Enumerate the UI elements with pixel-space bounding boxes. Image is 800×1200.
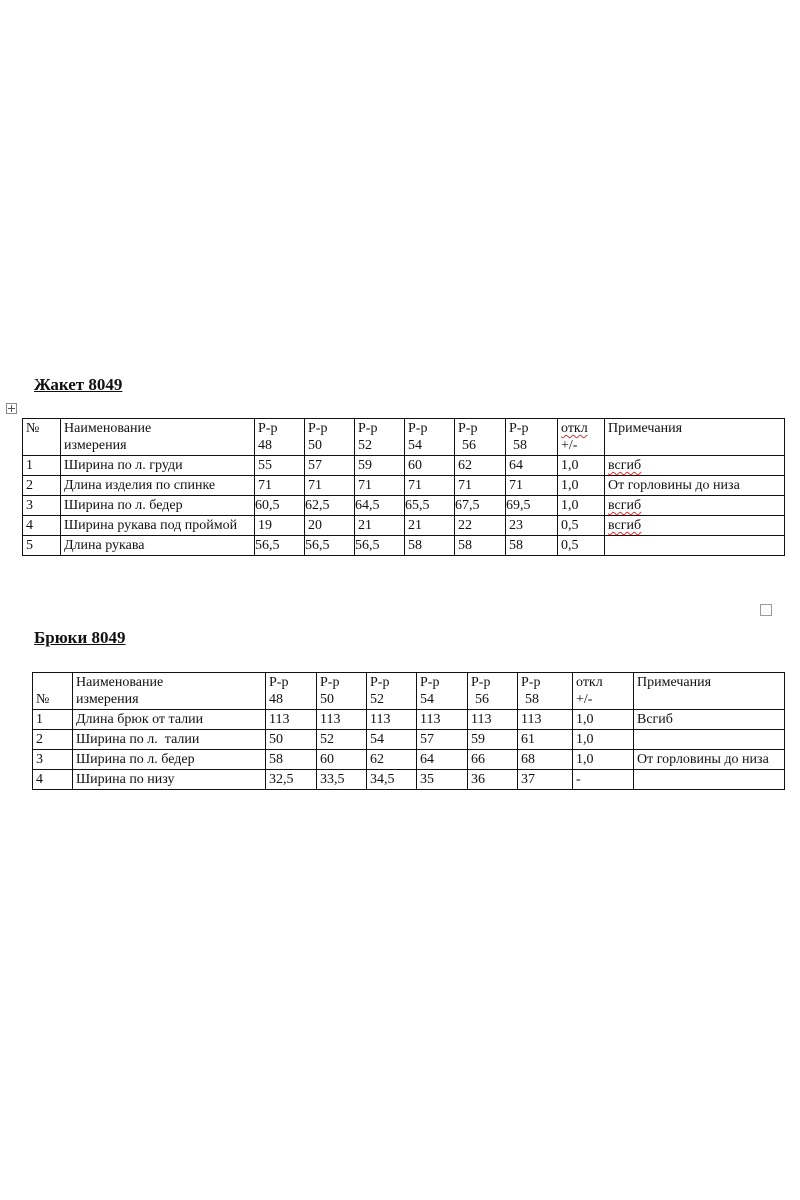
row-value: 113	[266, 710, 317, 730]
row-number: 3	[33, 750, 73, 770]
row-value: 57	[305, 456, 355, 476]
header-size-56: Р-р 56	[455, 419, 506, 456]
row-value: 62	[455, 456, 506, 476]
row-value: 71	[405, 476, 455, 496]
row-value: 20	[305, 516, 355, 536]
row-value: 113	[317, 710, 367, 730]
table-row	[33, 750, 785, 770]
trousers-measurements-table	[32, 672, 785, 790]
row-value: 113	[367, 710, 417, 730]
row-value: 36	[468, 770, 518, 790]
row-number: 4	[23, 516, 61, 536]
header-size-48: Р-р 48	[255, 419, 305, 456]
row-value: 56,5	[305, 536, 355, 556]
row-value: 71	[255, 476, 305, 496]
row-number: 5	[23, 536, 61, 556]
row-deviation: 1,0	[573, 730, 634, 750]
row-value: 60	[317, 750, 367, 770]
header-notes: Примечания	[605, 419, 785, 456]
row-value: 113	[417, 710, 468, 730]
row-value: 21	[405, 516, 455, 536]
row-name: Длина брюк от талии	[73, 710, 266, 730]
row-value: 35	[417, 770, 468, 790]
row-value: 71	[305, 476, 355, 496]
header-size-54: Р-р 54	[405, 419, 455, 456]
row-value: 64	[506, 456, 558, 476]
header-size-58: Р-р 58	[518, 673, 573, 710]
row-number: 3	[23, 496, 61, 516]
row-name: Длина изделия по спинке	[61, 476, 255, 496]
table-row	[33, 710, 785, 730]
row-value: 50	[266, 730, 317, 750]
row-value: 60	[405, 456, 455, 476]
table-row	[23, 536, 785, 556]
row-value: 52	[317, 730, 367, 750]
row-note: всгиб	[605, 496, 785, 516]
row-note: От горловины до низа	[634, 750, 785, 770]
row-value: 34,5	[367, 770, 417, 790]
header-size-50: Р-р 50	[305, 419, 355, 456]
row-note: всгиб	[605, 456, 785, 476]
row-number: 4	[33, 770, 73, 790]
row-value: 57	[417, 730, 468, 750]
header-size-52: Р-р 52	[367, 673, 417, 710]
header-size-48: Р-р 48	[266, 673, 317, 710]
row-value: 58	[266, 750, 317, 770]
header-notes: Примечания	[634, 673, 785, 710]
row-name: Ширина по л. бедер	[61, 496, 255, 516]
row-value: 67,5	[455, 496, 506, 516]
row-number: 2	[33, 730, 73, 750]
row-value: 64	[417, 750, 468, 770]
row-value: 71	[355, 476, 405, 496]
row-value: 60,5	[255, 496, 305, 516]
row-value: 113	[518, 710, 573, 730]
row-value: 59	[355, 456, 405, 476]
row-note	[634, 730, 785, 750]
header-size-58: Р-р 58	[506, 419, 558, 456]
row-deviation: 1,0	[573, 710, 634, 730]
header-measurement-name: Наименование измерения	[61, 419, 255, 456]
table-header-row	[23, 419, 785, 456]
row-deviation: 1,0	[558, 476, 605, 496]
row-deviation: 0,5	[558, 516, 605, 536]
row-name: Ширина по низу	[73, 770, 266, 790]
row-number: 2	[23, 476, 61, 496]
row-note	[634, 770, 785, 790]
row-deviation: -	[573, 770, 634, 790]
header-number: №	[23, 419, 61, 456]
row-deviation: 1,0	[573, 750, 634, 770]
row-value: 56,5	[355, 536, 405, 556]
row-value: 33,5	[317, 770, 367, 790]
header-size-52: Р-р 52	[355, 419, 405, 456]
row-name: Ширина по л. груди	[61, 456, 255, 476]
row-name: Ширина по л. бедер	[73, 750, 266, 770]
row-value: 71	[455, 476, 506, 496]
table-resize-handle-icon[interactable]	[760, 604, 772, 616]
row-value: 66	[468, 750, 518, 770]
row-value: 54	[367, 730, 417, 750]
header-size-54: Р-р 54	[417, 673, 468, 710]
table-row	[33, 730, 785, 750]
row-value: 56,5	[255, 536, 305, 556]
row-value: 55	[255, 456, 305, 476]
table-move-handle-icon[interactable]	[6, 403, 17, 414]
row-value: 32,5	[266, 770, 317, 790]
jacket-measurements-table	[22, 418, 785, 556]
header-size-50: Р-р 50	[317, 673, 367, 710]
row-value: 65,5	[405, 496, 455, 516]
row-value: 22	[455, 516, 506, 536]
header-deviation: откл +/-	[558, 419, 605, 456]
row-value: 64,5	[355, 496, 405, 516]
row-number: 1	[33, 710, 73, 730]
table-row	[23, 476, 785, 496]
jacket-title: Жакет 8049	[34, 375, 123, 394]
table-row	[23, 496, 785, 516]
row-name: Ширина рукава под проймой	[61, 516, 255, 536]
row-deviation: 1,0	[558, 496, 605, 516]
row-name: Длина рукава	[61, 536, 255, 556]
row-value: 37	[518, 770, 573, 790]
row-number: 1	[23, 456, 61, 476]
row-value: 62,5	[305, 496, 355, 516]
row-value: 58	[506, 536, 558, 556]
header-number: №	[33, 673, 73, 710]
row-note: Всгиб	[634, 710, 785, 730]
row-value: 113	[468, 710, 518, 730]
row-deviation: 1,0	[558, 456, 605, 476]
row-value: 58	[405, 536, 455, 556]
table-row	[23, 456, 785, 476]
row-value: 23	[506, 516, 558, 536]
header-size-56: Р-р 56	[468, 673, 518, 710]
row-value: 69,5	[506, 496, 558, 516]
row-value: 21	[355, 516, 405, 536]
table-header-row	[33, 673, 785, 710]
table-row	[33, 770, 785, 790]
row-deviation: 0,5	[558, 536, 605, 556]
row-value: 58	[455, 536, 506, 556]
row-name: Ширина по л. талии	[73, 730, 266, 750]
row-value: 59	[468, 730, 518, 750]
row-value: 68	[518, 750, 573, 770]
header-measurement-name: Наименование измерения	[73, 673, 266, 710]
header-deviation: откл +/-	[573, 673, 634, 710]
row-note: От горловины до низа	[605, 476, 785, 496]
row-value: 71	[506, 476, 558, 496]
row-value: 62	[367, 750, 417, 770]
trousers-title: Брюки 8049	[34, 628, 126, 647]
row-note: всгиб	[605, 516, 785, 536]
table-row	[23, 516, 785, 536]
row-value: 61	[518, 730, 573, 750]
row-note	[605, 536, 785, 556]
row-value: 19	[255, 516, 305, 536]
